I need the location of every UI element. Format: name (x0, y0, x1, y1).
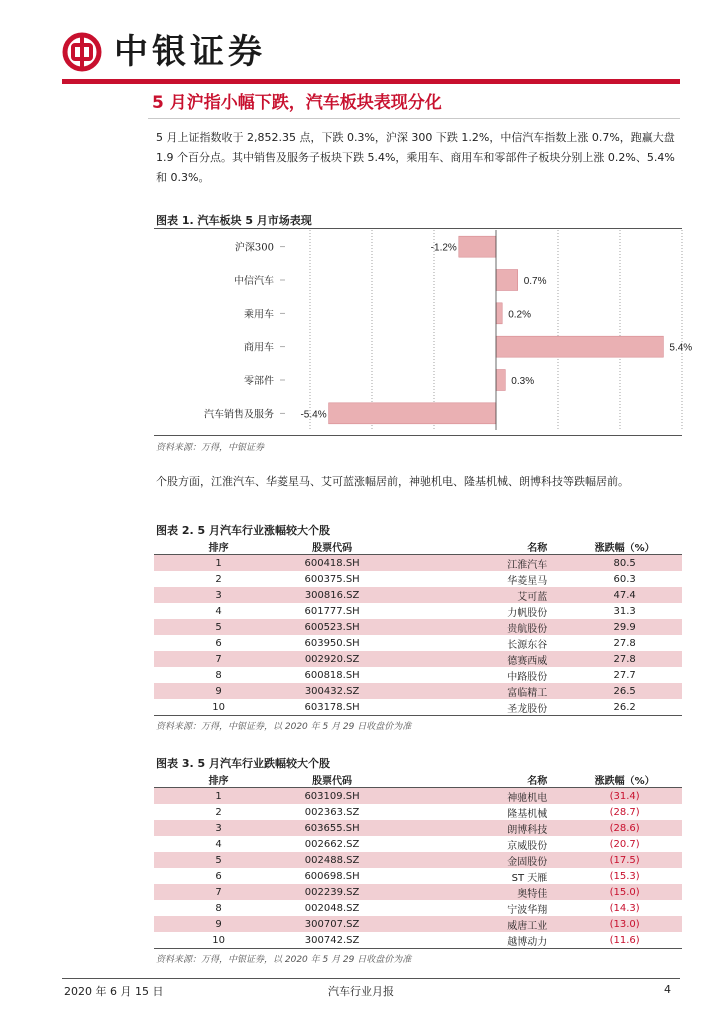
bar (496, 270, 518, 291)
stock-code-cell: 300707.SZ (283, 916, 381, 932)
table2-bottom-rule (154, 715, 682, 716)
col-rank-header: 排序 (154, 538, 283, 555)
change-cell: (11.6) (609, 934, 640, 946)
market-performance-chart (154, 226, 693, 434)
stock-code-cell: 601777.SH (304, 605, 360, 617)
table-row (154, 884, 682, 900)
stock-code-cell: 603178.SH (304, 701, 360, 713)
change-cell: (28.6) (567, 820, 682, 836)
stock-code-cell: 300816.SZ (283, 587, 381, 603)
col-name-header: 名称 (381, 538, 567, 555)
headline-rule (148, 118, 680, 119)
stock-name-cell: 朗博科技 (381, 820, 567, 836)
rank-cell: 2 (215, 573, 222, 585)
data-label: -5.4% (300, 409, 327, 421)
change-cell: (31.4) (567, 788, 682, 805)
stock-name-cell: 越博动力 (507, 936, 548, 948)
data-label: 5.4% (669, 342, 693, 354)
bar (329, 403, 496, 424)
rank-cell: 1 (154, 555, 283, 572)
category-label: 汽车销售及服务 (204, 409, 274, 421)
stock-name-cell: 中路股份 (507, 671, 548, 683)
table-row (154, 619, 682, 635)
stock-code-cell: 600698.SH (304, 870, 360, 882)
table-row (154, 852, 682, 868)
rank-cell: 7 (154, 651, 283, 667)
rank-cell: 10 (212, 934, 225, 946)
data-label: 0.2% (508, 309, 531, 321)
stock-name-cell: 富临精工 (381, 683, 567, 699)
stock-code-cell: 002662.SZ (304, 838, 360, 850)
table-row (154, 836, 682, 852)
change-cell: 27.7 (613, 669, 636, 681)
figure1-source: 资料来源：万得，中银证券 (156, 443, 265, 453)
change-cell: 26.2 (613, 701, 636, 713)
brand-name: 中银证券 (114, 32, 266, 72)
table-row (154, 667, 682, 683)
table-row (154, 868, 682, 884)
col-name-header: 名称 (381, 771, 567, 788)
table-row (154, 916, 682, 932)
stock-name-cell: 贵航股份 (381, 619, 567, 635)
top-gainers-table (154, 538, 682, 715)
stock-code-cell: 603950.SH (304, 637, 360, 649)
rank-cell: 8 (215, 902, 222, 914)
col-rank-header: 排序 (154, 771, 283, 788)
rank-cell: 2 (215, 806, 222, 818)
stock-name-cell: 长源东谷 (507, 639, 548, 651)
table3-bottom-rule (154, 948, 682, 949)
rank-cell: 4 (215, 605, 222, 617)
table-row (154, 932, 682, 948)
stock-code-cell: 600818.SH (304, 669, 360, 681)
footer-report-name: 汽车行业月报 (328, 985, 394, 998)
footer-date: 2020 年 6 月 15 日 (64, 985, 164, 998)
stock-name-cell: 隆基机械 (507, 808, 548, 820)
stock-code-cell: 002048.SZ (304, 902, 360, 914)
stock-name-cell: 圣龙股份 (507, 703, 548, 715)
category-label: 中信汽车 (234, 276, 274, 287)
rank-cell: 1 (154, 788, 283, 805)
table-row (154, 820, 682, 836)
stock-code-cell: 603109.SH (283, 788, 381, 805)
bar (459, 236, 496, 257)
change-cell: 27.8 (613, 637, 636, 649)
stock-code-cell: 300432.SZ (283, 683, 381, 699)
stock-name-cell: 德赛西威 (381, 651, 567, 667)
stock-name-cell: 华菱星马 (507, 575, 548, 587)
category-label: 零部件 (244, 376, 274, 387)
bar (496, 336, 663, 357)
figure1-title: 图表 1. 汽车板块 5 月市场表现 (156, 214, 312, 227)
change-cell: (15.0) (567, 884, 682, 900)
rank-cell: 9 (154, 916, 283, 932)
rank-cell: 3 (154, 587, 283, 603)
bar (496, 303, 502, 324)
change-cell: 29.9 (567, 619, 682, 635)
table-row (154, 699, 682, 715)
table3-title: 图表 3. 5 月汽车行业跌幅较大个股 (156, 757, 330, 770)
category-label: 沪深300 (234, 242, 274, 254)
stock-name-cell: 宁波华翔 (507, 904, 548, 916)
change-cell: (13.0) (567, 916, 682, 932)
stock-code-cell: 600523.SH (283, 619, 381, 635)
footer-rule (62, 978, 680, 979)
rank-cell: 5 (154, 852, 283, 868)
header-rule (62, 79, 680, 84)
table-row (154, 635, 682, 651)
table-row (154, 603, 682, 619)
stock-name-cell: 威唐工业 (381, 916, 567, 932)
intro-paragraph: 5 月上证指数收于 2,852.35 点，下跌 0.3%，沪深 300 下跌 1.2%，中信汽车指数上涨 0.7%，跑赢大盘 1.9 个百分点。其中销售及服务子板块下跌 5.4%，乘用车、商用车和零部件子板块分别上涨 0.2%、5.4%和 0.3%。 (156, 131, 675, 184)
change-cell: (14.3) (609, 902, 640, 914)
stock-name-cell: 力帆股份 (507, 607, 548, 619)
rank-cell: 8 (215, 669, 222, 681)
change-cell: 26.5 (567, 683, 682, 699)
change-cell: 47.4 (567, 587, 682, 603)
table2-source: 资料来源：万得，中银证券，以 2020 年 5 月 29 日收盘价为准 (156, 722, 412, 732)
stock-code-cell: 002488.SZ (283, 852, 381, 868)
change-cell: 80.5 (567, 555, 682, 572)
stock-code-cell: 002363.SZ (304, 806, 360, 818)
table2-title: 图表 2. 5 月汽车行业涨幅较大个股 (156, 524, 330, 537)
col-code-header: 股票代码 (283, 771, 381, 788)
top-decliners-table (154, 771, 682, 948)
section-headline: 5 月沪指小幅下跌，汽车板块表现分化 (152, 93, 442, 113)
table-row (154, 587, 682, 603)
table-row (154, 788, 682, 805)
stock-name-cell: 京威股份 (507, 840, 548, 852)
table-row (154, 571, 682, 587)
table-row (154, 651, 682, 667)
table-row (154, 555, 682, 572)
stock-name-cell: 神驰机电 (381, 788, 567, 805)
change-cell: 31.3 (613, 605, 636, 617)
stock-name-cell: 金固股份 (381, 852, 567, 868)
rank-cell: 3 (154, 820, 283, 836)
change-cell: (15.3) (609, 870, 640, 882)
change-cell: 27.8 (567, 651, 682, 667)
rank-cell: 4 (215, 838, 222, 850)
stock-code-cell: 600375.SH (304, 573, 360, 585)
category-label: 商用车 (244, 342, 274, 354)
table3-source: 资料来源：万得，中银证券，以 2020 年 5 月 29 日收盘价为准 (156, 955, 412, 965)
figure1-bottom-rule (154, 435, 682, 436)
stock-name-cell: ST 天雁 (511, 872, 548, 884)
stocks-paragraph: 个股方面，江淮汽车、华菱星马、艾可蓝涨幅居前，神驰机电、隆基机械、朗博科技等跌幅居前。 (156, 475, 629, 488)
rank-cell: 9 (154, 683, 283, 699)
rank-cell: 6 (215, 637, 222, 649)
stock-code-cell: 603655.SH (283, 820, 381, 836)
change-cell: (28.7) (609, 806, 640, 818)
data-label: -1.2% (430, 242, 457, 254)
rank-cell: 7 (154, 884, 283, 900)
stock-name-cell: 江淮汽车 (381, 555, 567, 572)
stock-name-cell: 奥特佳 (381, 884, 567, 900)
col-change-header: 涨跌幅（%） (567, 538, 682, 555)
col-code-header: 股票代码 (283, 538, 381, 555)
change-cell: (17.5) (567, 852, 682, 868)
bank-of-china-logo (62, 32, 102, 72)
bar (496, 370, 505, 391)
table-row (154, 804, 682, 820)
category-label: 乘用车 (244, 309, 274, 321)
stock-code-cell: 600418.SH (283, 555, 381, 572)
table-row (154, 683, 682, 699)
rank-cell: 6 (215, 870, 222, 882)
rank-cell: 10 (212, 701, 225, 713)
stock-code-cell: 002920.SZ (283, 651, 381, 667)
rank-cell: 5 (154, 619, 283, 635)
change-cell: 60.3 (613, 573, 636, 585)
data-label: 0.3% (511, 376, 535, 387)
stock-code-cell: 002239.SZ (283, 884, 381, 900)
data-label: 0.7% (523, 276, 547, 287)
stock-name-cell: 艾可蓝 (381, 587, 567, 603)
table-row (154, 900, 682, 916)
col-change-header: 涨跌幅（%） (567, 771, 682, 788)
change-cell: (20.7) (609, 838, 640, 850)
footer-page-number: 4 (664, 983, 671, 996)
stock-code-cell: 300742.SZ (304, 934, 360, 946)
